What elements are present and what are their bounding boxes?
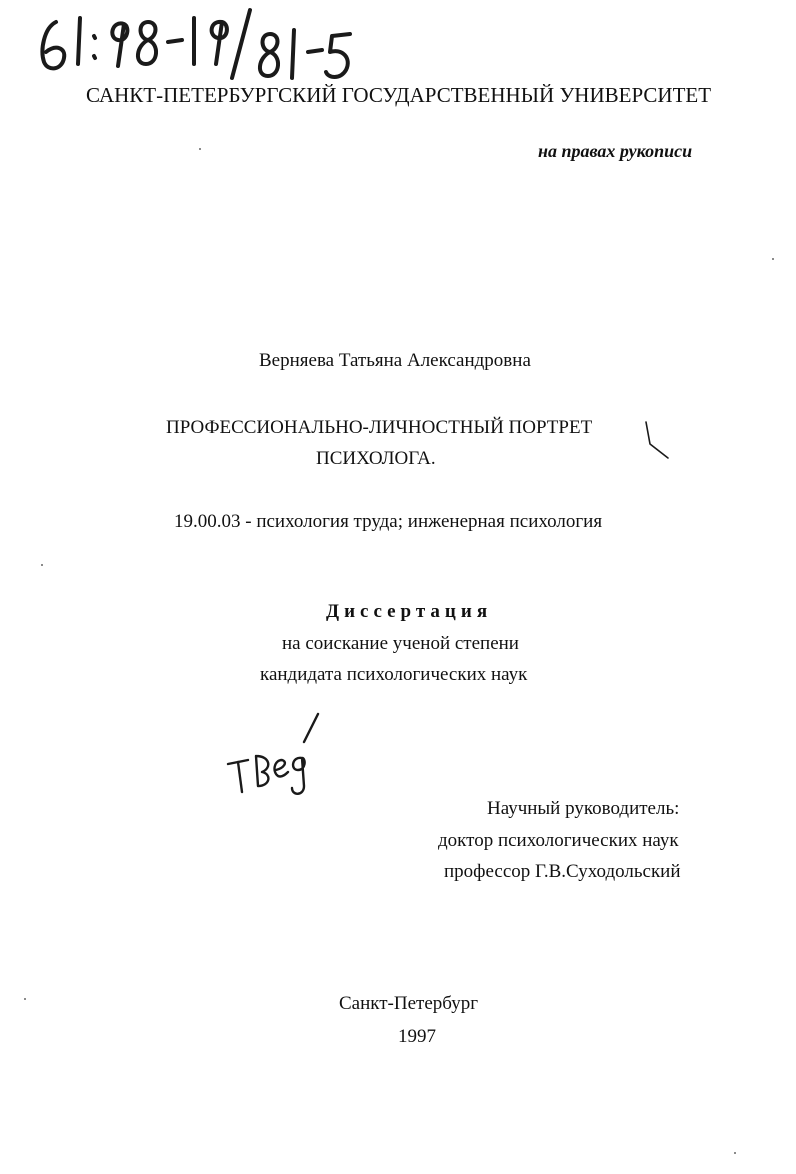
year: 1997 [398,1026,436,1047]
scan-speck [772,258,774,260]
scan-speck [24,998,26,1000]
degree-heading: Диссертация [326,601,493,622]
scan-speck [41,564,43,566]
degree-line-2: кандидата психологических наук [260,664,528,685]
scan-speck [199,148,201,150]
scan-speck [734,1152,736,1154]
supervisor-name: профессор Г.В.Суходольский [444,861,681,882]
author-name: Верняева Татьяна Александровна [259,350,531,371]
dissertation-title-line-1: ПРОФЕССИОНАЛЬНО-ЛИЧНОСТНЫЙ ПОРТРЕТ [166,417,593,438]
dissertation-title-line-2: ПСИХОЛОГА. [316,448,436,469]
handwritten-margin-note [222,712,334,798]
supervisor-degree: доктор психологических наук [438,830,679,851]
university-name: САНКТ-ПЕТЕРБУРГСКИЙ ГОСУДАРСТВЕННЫЙ УНИВЕРСИТЕТ [86,83,712,107]
pen-mark [642,418,672,464]
city: Санкт-Петербург [339,993,479,1014]
handwritten-catalog-number [28,8,358,88]
degree-line-1: на соискание ученой степени [282,633,519,654]
manuscript-note: на правах рукописи [538,141,693,161]
specialty-code: 19.00.03 - психология труда; инженерная психология [174,511,603,532]
supervisor-label: Научный руководитель: [487,798,680,819]
